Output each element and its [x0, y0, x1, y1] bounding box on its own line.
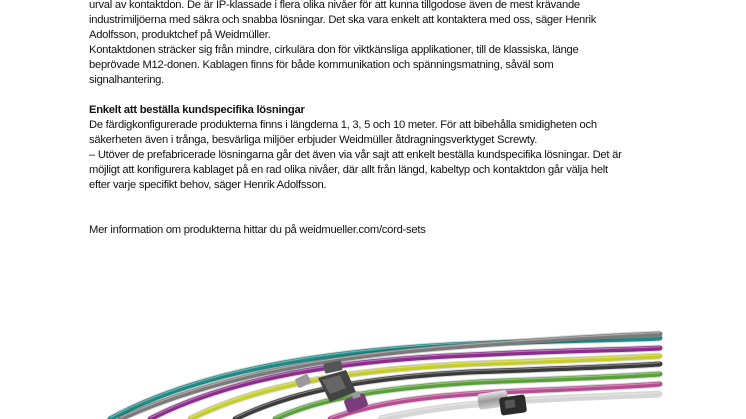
- section-heading: Enkelt att beställa kundspecifika lösningar: [89, 104, 305, 116]
- cord-sets-photo: [0, 300, 746, 419]
- section-line: – Utöver de prefabricerade lösningarna går det även via vår sajt att enkelt beställa kundspecifika lösningar. Det är: [89, 149, 622, 161]
- section-line: säkerheten även i trånga, besvärliga miljöer erbjuder Weidmüller åtdragningsverktyget Screwty.: [89, 134, 538, 146]
- more-info-line: Mer information om produkterna hittar du på weidmueller.com/cord-sets: [89, 224, 426, 236]
- intro-line: signalhantering.: [89, 74, 164, 86]
- paragraph-gap: [89, 193, 679, 223]
- section-line: efter varje specifikt behov, säger Henrik Adolfsson.: [89, 179, 327, 191]
- intro-line: industrimiljöerna med säkra och snabba lösningar. Det ska vara enkelt att kontaktera med oss, säger Henrik: [89, 14, 597, 26]
- intro-line: Adolfsson, produktchef på Weidmüller.: [89, 29, 271, 41]
- intro-line: beprövade M12-donen. Kablagen finns för både kommunikation och spänningsmatning, såväl som: [89, 59, 554, 71]
- intro-line: urval av kontaktdon. De är IP-klassade i flera olika nivåer för att kunna tillgodose även de mest krävande: [89, 0, 580, 11]
- article-body: [89, 0, 679, 238]
- section-line: möjligt att konfigurera kablaget på en rad olika nivåer, där allt från längd, kabeltyp och kontaktdon går välja helt: [89, 164, 608, 176]
- section-line: De färdigkonfigurerade produkterna finns i längderna 1, 3, 5 och 10 meter. För att bibehålla smidigheten och: [89, 119, 597, 131]
- paragraph-gap: [89, 88, 679, 103]
- intro-line: Kontaktdonen sträcker sig från mindre, cirkulära don för viktkänsliga applikationer, till de klassiska, länge: [89, 44, 579, 56]
